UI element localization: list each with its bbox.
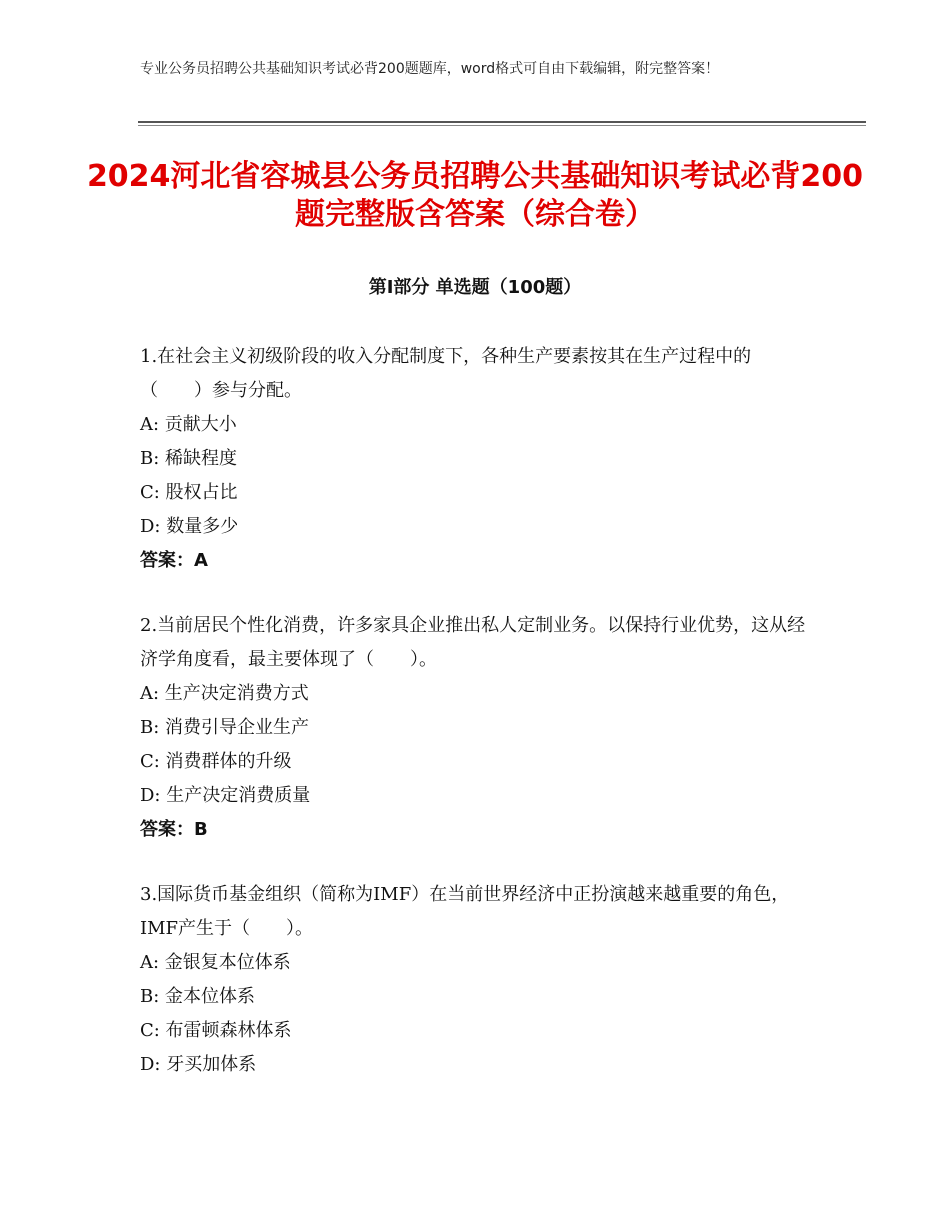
question-stem: 3.国际货币基金组织（简称为IMF）在当前世界经济中正扮演越来越重要的角色，IMF产生于（ ）。: [140, 884, 790, 939]
answer-line: 答案：B: [140, 819, 208, 840]
option-d: D: 数量多少: [140, 516, 239, 537]
question-stem: 1.在社会主义初级阶段的收入分配制度下，各种生产要素按其在生产过程中的（ ）参与分配。: [140, 346, 752, 401]
question-item: [140, 340, 812, 578]
header-note: 专业公务员招聘公共基础知识考试必背200题题库，word格式可自由下载编辑，附完整答案！: [140, 61, 720, 77]
option-a: A: 生产决定消费方式: [140, 683, 309, 704]
section-heading: 第I部分 单选题（100题）: [368, 277, 582, 298]
option-d: D: 生产决定消费质量: [140, 785, 311, 806]
option-b: B: 金本位体系: [140, 986, 256, 1007]
option-a: A: 贡献大小: [140, 414, 237, 435]
option-a: A: 金银复本位体系: [140, 952, 291, 973]
question-item: [140, 878, 812, 1082]
header-divider: [138, 121, 866, 123]
option-d: D: 牙买加体系: [140, 1054, 257, 1075]
question-item: [140, 609, 812, 847]
question-stem: 2.当前居民个性化消费，许多家具企业推出私人定制业务。以保持行业优势，这从经济学角度看，最主要体现了（ ）。: [140, 615, 806, 670]
document-title: 2024河北省容城县公务员招聘公共基础知识考试必背200题完整版含答案（综合卷）: [86, 159, 864, 232]
option-c: C: 布雷顿森林体系: [140, 1020, 292, 1041]
header-divider-thin: [138, 125, 866, 126]
option-b: B: 消费引导企业生产: [140, 717, 310, 738]
question-list: [140, 340, 812, 1113]
option-c: C: 股权占比: [140, 482, 238, 503]
answer-line: 答案：A: [140, 550, 208, 571]
option-b: B: 稀缺程度: [140, 448, 238, 469]
option-c: C: 消费群体的升级: [140, 751, 292, 772]
